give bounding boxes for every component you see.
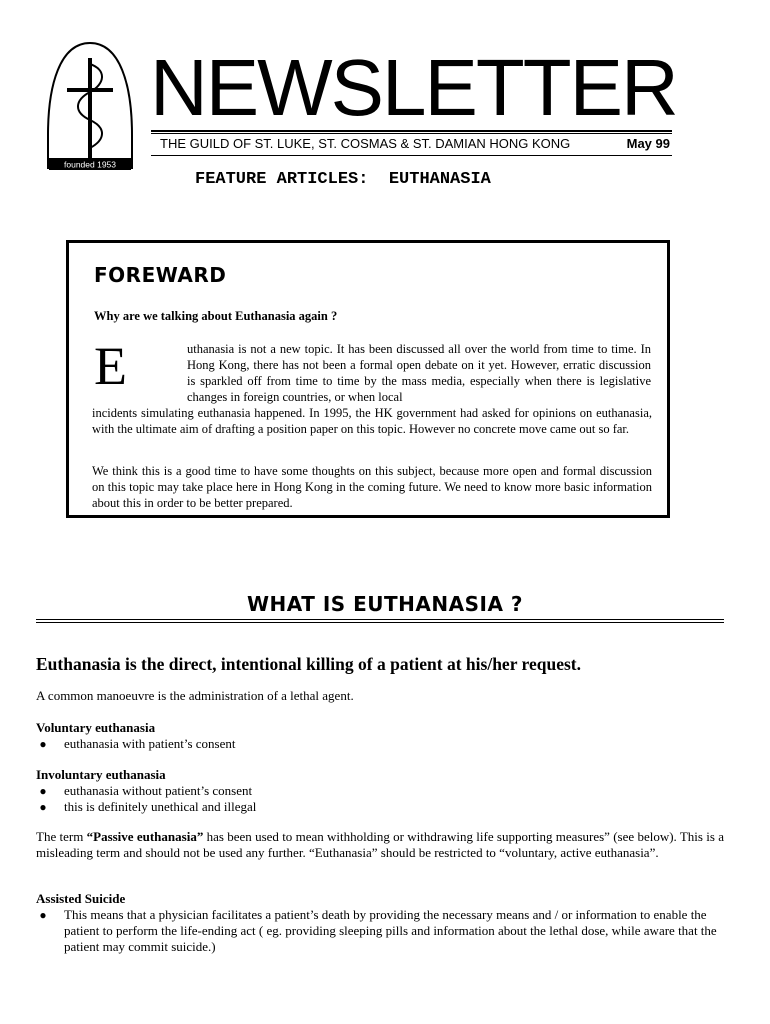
passive-term: “Passive euthanasia” xyxy=(86,829,204,844)
list-item: ● This means that a physician facilitates a patient’s death by providing the necessary means and / or information to enable the patient to perform the life-ending act ( eg. providing sleeping pills and information about the lethal dose, while aware that the patient may commit suicide.) xyxy=(36,907,724,955)
assisted-suicide-block xyxy=(36,891,724,955)
assisted-list xyxy=(36,907,724,955)
masthead-rule xyxy=(151,155,672,156)
bullet-icon: ● xyxy=(39,737,47,751)
foreward-paragraph-1-start: uthanasia is not a new topic. It has been discussed all over the world from time to time. In Hong Kong, there has not been a formal open debate on it yet. However, erratic discussion is sparkled off from time to time by the mass media, especially when there is legislative changes in foreign countries, or when local xyxy=(187,342,651,404)
masthead-rule xyxy=(151,130,672,132)
involuntary-list xyxy=(36,783,724,815)
euthanasia-definition: Euthanasia is the direct, intentional killing of a patient at his/her request. xyxy=(36,654,581,674)
issue-date: May 99 xyxy=(626,136,670,151)
feature-line xyxy=(195,170,491,189)
voluntary-block xyxy=(36,720,724,752)
foreward-paragraph-2: We think this is a good time to have some thoughts on this subject, because more open and formal discussion on this topic may take place here in Hong Kong in the coming future. We need to know more basic information about this in order to be better prepared. xyxy=(92,464,652,510)
guild-name: THE GUILD OF ST. LUKE, ST. COSMAS & ST. DAMIAN HONG KONG xyxy=(160,136,571,151)
assisted-label: Assisted Suicide xyxy=(36,891,126,906)
list-item: ● this is definitely unethical and illegal xyxy=(36,799,724,815)
bullet-icon: ● xyxy=(39,800,47,814)
voluntary-label: Voluntary euthanasia xyxy=(36,720,156,735)
feature-label: FEATURE ARTICLES: xyxy=(195,170,369,189)
involuntary-block xyxy=(36,767,724,815)
list-item: ● euthanasia without patient’s consent xyxy=(36,783,724,799)
newsletter-title: NEWSLETTER xyxy=(150,43,677,132)
logo-caption: founded 1953 xyxy=(64,159,116,170)
foreward-paragraph-1-end: incidents simulating euthanasia happened. In 1995, the HK government had asked for opinions on euthanasia, with the ultimate aim of drafting a position paper on this topic. However no concrete move came out so far. xyxy=(92,406,652,436)
foreward-heading: FOREWARD xyxy=(94,263,227,287)
foreward-question: Why are we talking about Euthanasia again ? xyxy=(94,309,338,323)
section-rule xyxy=(36,622,724,623)
drop-cap: E xyxy=(94,336,127,396)
bullet-icon: ● xyxy=(39,784,47,798)
foreward-box xyxy=(66,240,670,518)
passive-euthanasia-paragraph: The term “Passive euthanasia” has been used to mean withholding or withdrawing life supporting measures” (see below). This is a misleading term and should not be used any further. “Euthanasia” should be restricted to “voluntary, active euthanasia”. xyxy=(36,829,724,860)
guild-logo xyxy=(45,40,135,180)
feature-topic: EUTHANASIA xyxy=(388,170,491,189)
masthead-rule xyxy=(151,133,672,134)
list-item: ● euthanasia with patient’s consent xyxy=(36,736,724,752)
bullet-icon: ● xyxy=(39,908,47,922)
section-heading: WHAT IS EUTHANASIA ? xyxy=(246,592,523,616)
voluntary-list xyxy=(36,736,724,752)
involuntary-label: Involuntary euthanasia xyxy=(36,767,166,782)
section-rule xyxy=(36,619,724,620)
manoeuvre-text: A common manoeuvre is the administration of a lethal agent. xyxy=(36,688,354,703)
